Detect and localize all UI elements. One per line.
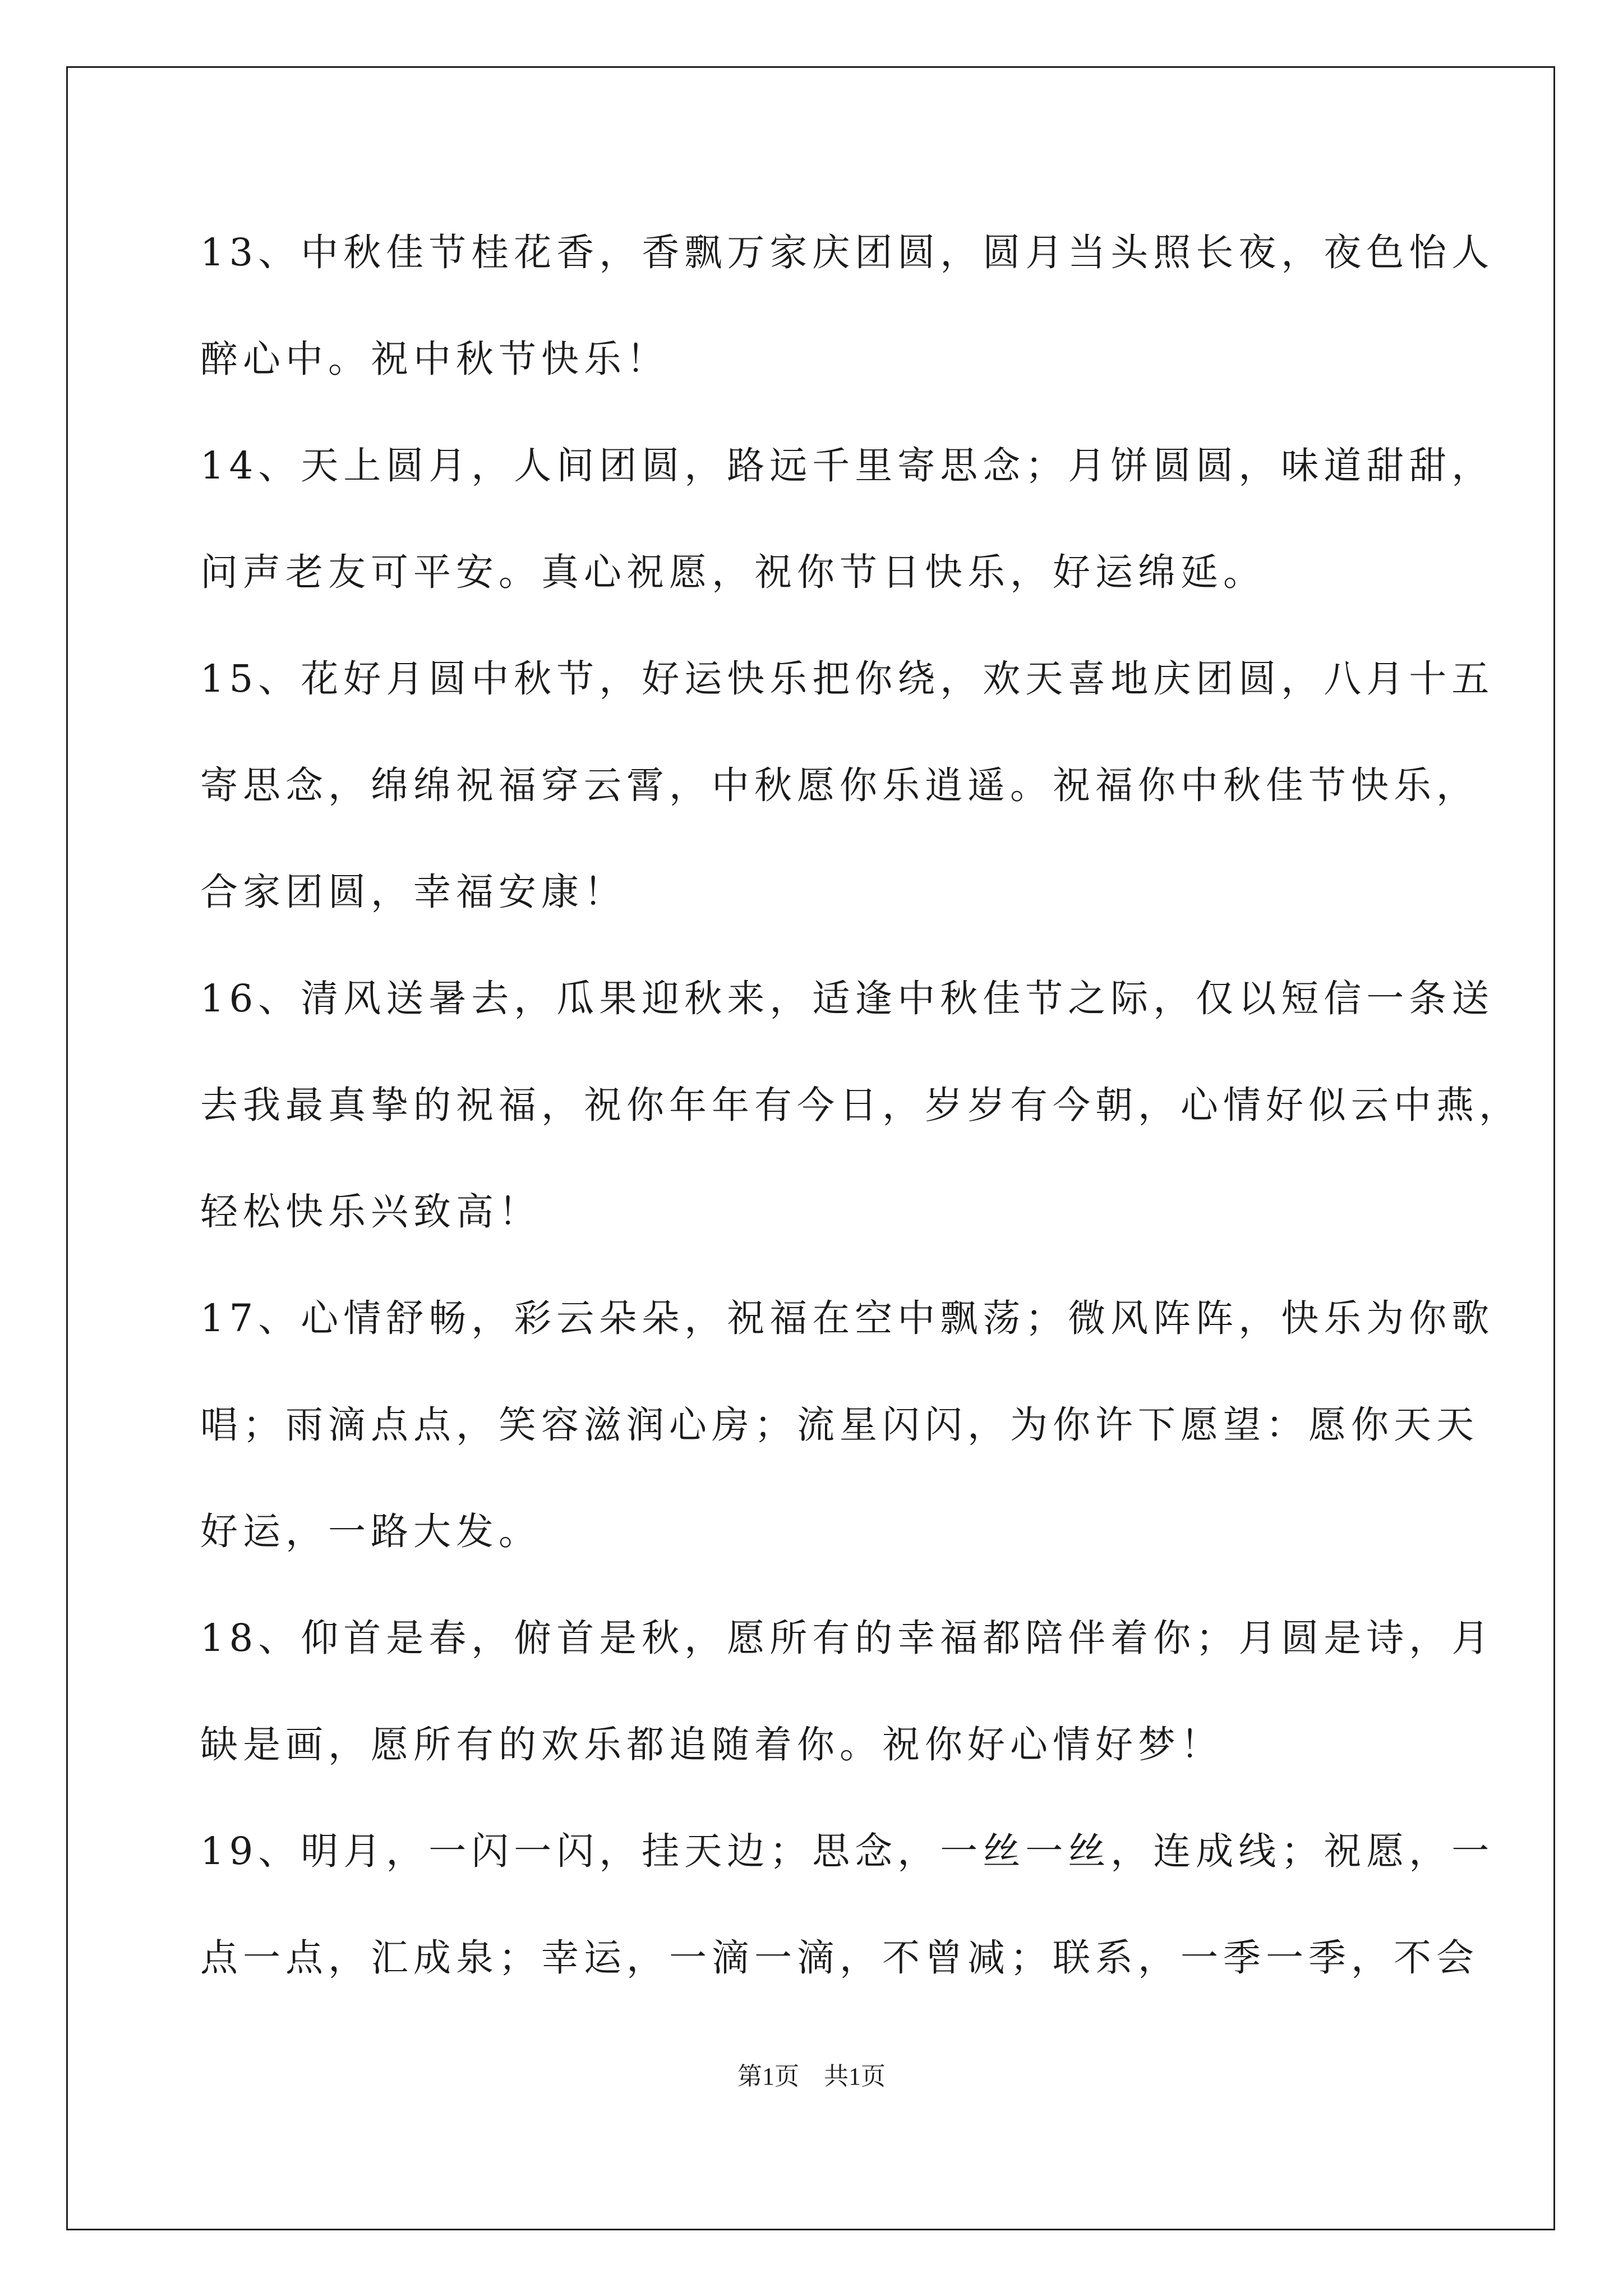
text-line: 17、心情舒畅，彩云朵朵，祝福在空中飘荡；微风阵阵，快乐为你歌 [200, 1296, 1495, 1340]
text-line: 唱；雨滴点点，笑容滋润心房；流星闪闪，为你许下愿望：愿你天天 [200, 1403, 1479, 1447]
text-line: 14、天上圆月，人间团圆，路远千里寄思念；月饼圆圆，味道甜甜， [200, 444, 1495, 487]
page-number-footer: 第1页 共1页 [737, 2063, 886, 2090]
text-line: 缺是画，愿所有的欢乐都追随着你。祝你好心情好梦！ [200, 1723, 1223, 1766]
text-line: 寄思念，绵绵祝福穿云霄，中秋愿你乐逍遥。祝福你中秋佳节快乐， [200, 763, 1479, 807]
text-line: 合家团圆，幸福安康！ [200, 870, 626, 914]
text-line: 18、仰首是春，俯首是秋，愿所有的幸福都陪伴着你；月圆是诗，月 [200, 1616, 1495, 1660]
text-line: 问声老友可平安。真心祝愿，祝你节日快乐，好运绵延。 [200, 550, 1266, 594]
text-line: 好运，一路大发。 [200, 1510, 541, 1553]
text-line: 13、中秋佳节桂花香，香飘万家庆团圆，圆月当头照长夜，夜色怡人 [200, 231, 1495, 274]
text-line: 点一点，汇成泉；幸运，一滴一滴，不曾减；联系，一季一季，不会 [200, 1936, 1479, 1980]
text-line: 去我最真挚的祝福，祝你年年有今日，岁岁有今朝，心情好似云中燕， [200, 1083, 1521, 1127]
text-line: 醉心中。祝中秋节快乐！ [200, 337, 669, 381]
document-body [200, 222, 1521, 2033]
text-line: 轻松快乐兴致高！ [200, 1190, 541, 1234]
text-line: 16、清风送暑去，瓜果迎秋来，适逢中秋佳节之际，仅以短信一条送 [200, 977, 1495, 1020]
text-line: 19、明月，一闪一闪，挂天边；思念，一丝一丝，连成线；祝愿，一 [200, 1829, 1495, 1873]
text-line: 15、花好月圆中秋节，好运快乐把你绕，欢天喜地庆团圆，八月十五 [200, 657, 1495, 701]
